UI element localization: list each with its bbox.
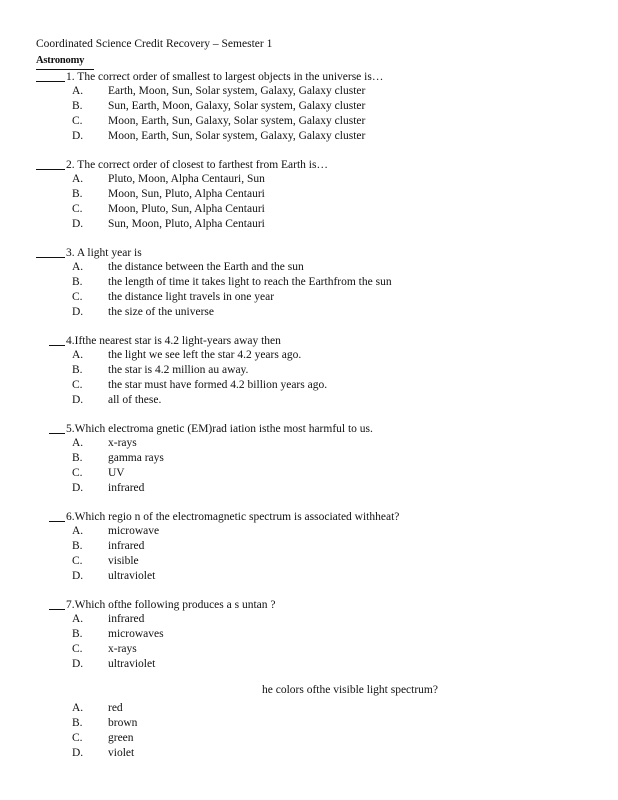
question-text: 4.Ifthe nearest star is 4.2 light-years away then (66, 334, 281, 347)
answer-choice (36, 554, 596, 569)
question-5 (36, 422, 596, 496)
answer-choice (36, 393, 596, 408)
question-list (36, 70, 596, 672)
answer-choice (36, 627, 596, 642)
choice-text: the star must have formed 4.2 billion years ago. (108, 378, 328, 391)
choice-text: infrared (108, 481, 145, 494)
answer-choice (36, 363, 596, 378)
answer-choice (36, 84, 596, 99)
answer-choice (36, 539, 596, 554)
answer-choice (36, 657, 596, 672)
choice-text: the size of the universe (108, 305, 215, 318)
choice-text: Sun, Moon, Pluto, Alpha Centauri (108, 217, 265, 230)
choice-letter: C. (72, 290, 83, 303)
choice-letter: D. (72, 305, 84, 318)
choice-text: Sun, Earth, Moon, Galaxy, Solar system, Galaxy cluster (108, 100, 366, 113)
choice-letter: B. (72, 452, 83, 465)
answer-choice (36, 187, 596, 202)
choice-text: violet (108, 746, 135, 759)
answer-choice (36, 716, 596, 731)
choice-letter: B. (72, 364, 83, 377)
choice-letter: D. (72, 129, 84, 142)
answer-choice (36, 701, 596, 716)
choice-letter: A. (72, 525, 84, 538)
answer-choice (36, 260, 596, 275)
choice-text: ultraviolet (108, 657, 156, 670)
answer-choice (36, 129, 596, 144)
choice-text: the star is 4.2 million au away. (108, 364, 249, 377)
choice-text: Moon, Pluto, Sun, Alpha Centauri (108, 202, 265, 215)
question-text: 2. The correct order of closest to farthest from Earth is… (66, 158, 328, 171)
choice-letter: C. (72, 202, 83, 215)
choice-text: the length of time it takes light to reach the Earthfrom the sun (108, 276, 392, 289)
choice-letter: B. (72, 628, 83, 641)
choice-letter: C. (72, 114, 83, 127)
answer-choice (36, 217, 596, 232)
question-stem (36, 510, 596, 525)
choice-text: Earth, Moon, Sun, Solar system, Galaxy, Galaxy cluster (108, 85, 366, 98)
choice-letter: C. (72, 642, 83, 655)
question-3 (36, 246, 596, 320)
choice-text: the distance between the Earth and the sun (108, 261, 304, 274)
choice-text: x-rays (108, 642, 137, 655)
choice-letter: B. (72, 100, 83, 113)
answer-choice (36, 731, 596, 746)
choice-letter: A. (72, 85, 84, 98)
choice-text: Pluto, Moon, Alpha Centauri, Sun (108, 173, 265, 186)
question-8-stem: he colors ofthe visible light spectrum? (262, 684, 438, 697)
answer-blank[interactable] (36, 70, 65, 82)
choice-letter: D. (72, 569, 84, 582)
answer-blank[interactable] (49, 422, 65, 434)
answer-blank[interactable] (49, 510, 65, 522)
question-8 (36, 683, 596, 760)
answer-choice (36, 642, 596, 657)
choice-text: gamma rays (108, 452, 164, 465)
choice-text: brown (108, 717, 138, 730)
choice-text: UV (108, 466, 125, 479)
choice-text: Moon, Sun, Pluto, Alpha Centauri (108, 188, 265, 201)
question-stem (36, 334, 596, 349)
choice-text: infrared (108, 540, 145, 553)
section-heading: Astronomy (36, 54, 94, 70)
answer-choice (36, 290, 596, 305)
question-6 (36, 510, 596, 584)
choice-letter: D. (72, 657, 84, 670)
choice-letter: D. (72, 217, 84, 230)
answer-choice (36, 275, 596, 290)
choice-text: all of these. (108, 393, 162, 406)
choice-text: microwaves (108, 628, 164, 641)
choice-letter: C. (72, 466, 83, 479)
choice-letter: A. (72, 437, 84, 450)
choice-text: Moon, Earth, Sun, Solar system, Galaxy, Galaxy cluster (108, 129, 366, 142)
answer-choice (36, 481, 596, 496)
choice-text: microwave (108, 525, 160, 538)
choice-text: the light we see left the star 4.2 years ago. (108, 349, 302, 362)
answer-choice (36, 612, 596, 627)
choice-letter: B. (72, 276, 83, 289)
answer-choice (36, 451, 596, 466)
choice-letter: D. (72, 746, 84, 759)
answer-blank[interactable] (49, 334, 65, 346)
choice-letter: C. (72, 554, 83, 567)
question-stem (36, 158, 596, 173)
worksheet-page (36, 37, 596, 760)
choice-letter: B. (72, 717, 83, 730)
answer-choice (36, 202, 596, 217)
answer-choice (36, 569, 596, 584)
answer-choice (36, 114, 596, 129)
answer-choice (36, 305, 596, 320)
answer-choice (36, 524, 596, 539)
choice-text: infrared (108, 613, 145, 626)
answer-blank[interactable] (49, 598, 65, 610)
question-stem (36, 422, 596, 437)
answer-choice (36, 378, 596, 393)
question-text: 1. The correct order of smallest to largest objects in the universe is… (66, 70, 384, 83)
question-text: 3. A light year is (66, 246, 142, 259)
choice-letter: B. (72, 188, 83, 201)
choice-letter: A. (72, 702, 84, 715)
answer-choice (36, 746, 596, 761)
question-stem (36, 70, 596, 85)
choice-text: x-rays (108, 437, 137, 450)
choice-letter: D. (72, 481, 84, 494)
question-4 (36, 334, 596, 408)
choice-text: ultraviolet (108, 569, 156, 582)
answer-blank[interactable] (36, 158, 65, 170)
question-stem (36, 246, 596, 261)
answer-choice (36, 436, 596, 451)
choice-letter: A. (72, 613, 84, 626)
choice-text: visible (108, 554, 139, 567)
answer-blank[interactable] (36, 246, 65, 258)
question-2 (36, 158, 596, 232)
choice-text: green (108, 731, 134, 744)
answer-choice (36, 172, 596, 187)
choice-letter: C. (72, 731, 83, 744)
choice-letter: C. (72, 378, 83, 391)
choice-letter: A. (72, 261, 84, 274)
choice-text: the distance light travels in one year (108, 290, 275, 303)
answer-choice (36, 466, 596, 481)
choice-letter: B. (72, 540, 83, 553)
choice-text: red (108, 702, 123, 715)
question-8-choices (36, 701, 596, 760)
question-text: 7.Which ofthe following produces a s untan ? (66, 598, 276, 611)
choice-letter: D. (72, 393, 84, 406)
question-7 (36, 598, 596, 672)
worksheet-title: Coordinated Science Credit Recovery – Semester 1 (36, 38, 273, 50)
question-text: 5.Which electroma gnetic (EM)rad iation isthe most harmful to us. (66, 422, 373, 435)
question-stem (36, 598, 596, 613)
choice-letter: A. (72, 173, 84, 186)
choice-letter: A. (72, 349, 84, 362)
question-text: 6.Which regio n of the electromagnetic spectrum is associated withheat? (66, 510, 400, 523)
answer-choice (36, 99, 596, 114)
answer-choice (36, 348, 596, 363)
question-1 (36, 70, 596, 144)
choice-text: Moon, Earth, Sun, Galaxy, Solar system, Galaxy cluster (108, 114, 366, 127)
